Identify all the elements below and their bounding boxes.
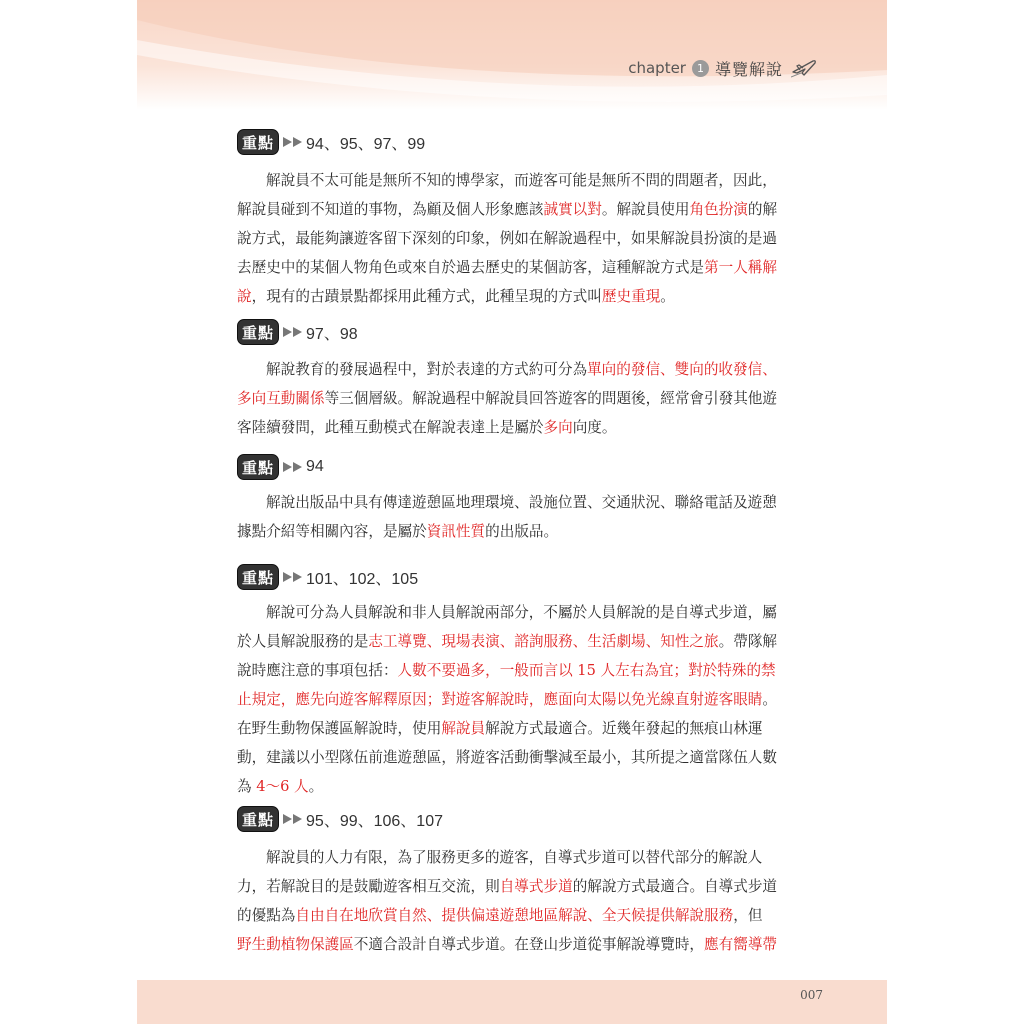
highlighted-text: 誠實以對	[543, 201, 602, 218]
key-point-badge: 重點	[237, 454, 279, 480]
paragraph-line	[237, 355, 809, 384]
highlighted-text: 止規定，應先向遊客解釋原因；對遊客解說時，應面向太陽以免光線直射遊客眼睛	[237, 691, 763, 708]
body-text: 解說教育的發展過程中，對於表達的方式約可分為	[266, 361, 588, 378]
highlighted-text: 角色扮演	[689, 201, 748, 218]
highlighted-text: 資訊性質	[426, 523, 486, 540]
body-text: 說時應注意的事項包括：	[237, 662, 398, 679]
body-text: 不適合設計自導式步道。在登山步道從事解說導覽時，	[353, 936, 705, 953]
paragraph-line	[237, 930, 809, 959]
section-heading	[237, 805, 443, 833]
paragraph-line	[237, 656, 809, 685]
key-point-badge: 重點	[237, 129, 279, 155]
body-text: 解說方式最適合。近幾年發起的無痕山林運	[485, 720, 763, 737]
paragraph-line	[237, 598, 809, 627]
body-text: 力，若解說目的是鼓勵遊客相互交流，則	[237, 878, 500, 895]
section-paragraph	[237, 843, 809, 959]
section-paragraph	[237, 355, 809, 442]
highlighted-text: 單向的發信、雙向的收發信、	[587, 361, 777, 378]
key-point-badge: 重點	[237, 806, 279, 832]
body-text: 解說員碰到不知道的事物，為顧及個人形象應該	[237, 201, 544, 218]
double-arrow-icon	[282, 135, 304, 149]
paragraph-line	[237, 901, 809, 930]
chapter-title: 導覽解說	[714, 59, 783, 79]
body-text: 。	[660, 288, 675, 305]
paragraph-line	[237, 282, 809, 311]
body-text: ，但	[733, 907, 763, 924]
page-number: 007	[800, 988, 823, 1002]
body-text: 據點介紹等相關內容，是屬於	[237, 523, 427, 540]
highlighted-text: 4～6 人	[256, 778, 309, 795]
paragraph-line	[237, 195, 809, 224]
body-text: 說方式，最能夠讓遊客留下深刻的印象，例如在解說過程中，如果解說員扮演的是過	[237, 230, 777, 247]
body-text: 解說員不太可能是無所不知的博學家，而遊客可能是無所不問的問題者，因此，	[266, 172, 777, 189]
section-paragraph	[237, 166, 809, 311]
exam-years: 94、95、97、99	[306, 135, 426, 153]
airplane-icon	[791, 57, 817, 79]
exam-years: 101、102、105	[306, 570, 419, 588]
paragraph-line	[237, 872, 809, 901]
body-text: 。帶隊解	[718, 633, 778, 650]
chapter-header	[628, 55, 817, 81]
section-paragraph	[237, 488, 809, 546]
paragraph-line	[237, 253, 809, 282]
highlighted-text: 應有嚮導帶	[704, 936, 778, 953]
body-text: 。	[762, 691, 777, 708]
highlighted-text: 野生動植物保護區	[237, 936, 354, 953]
paragraph-line	[237, 772, 809, 801]
double-arrow-icon	[282, 570, 304, 584]
body-text: 。	[308, 778, 324, 795]
highlighted-text: 第一人稱解	[704, 259, 777, 276]
left-margin	[0, 0, 137, 1024]
body-text: 解說可分為人員解說和非人員解說兩部分，不屬於人員解說的是自導式步道，屬	[266, 604, 777, 621]
chapter-label: chapter	[628, 59, 686, 77]
paragraph-line	[237, 488, 809, 517]
paragraph-line	[237, 843, 809, 872]
paragraph-line	[237, 166, 809, 195]
highlighted-text: 說	[237, 288, 252, 305]
paragraph-line	[237, 743, 809, 772]
body-text: ，現有的古蹟景點都採用此種方式，此種呈現的方式叫	[251, 288, 602, 305]
body-text: 於人員解說服務的是	[237, 633, 369, 650]
body-text: 。解說員使用	[601, 201, 690, 218]
body-text: 的解說方式最適合。自導式步道	[572, 878, 778, 895]
highlighted-text: 自由自在地欣賞自然、提供偏遠遊憩地區解說、全天候提供解說服務	[295, 907, 734, 924]
section-heading	[237, 453, 324, 481]
paragraph-line	[237, 384, 809, 413]
section-heading	[237, 318, 358, 346]
section-heading	[237, 128, 425, 156]
double-arrow-icon	[282, 460, 304, 474]
body-text: 為	[237, 778, 257, 795]
key-point-badge: 重點	[237, 564, 279, 590]
body-text: 解說出版品中具有傳達遊憩區地理環境、設施位置、交通狀況、聯絡電話及遊憩	[266, 494, 777, 511]
body-text: 的解	[747, 201, 778, 218]
chapter-number-badge: 1	[692, 60, 709, 77]
body-text: 客陸續發問，此種互動模式在解說表達上是屬於	[237, 419, 544, 436]
highlighted-text: 自導式步道	[499, 878, 573, 895]
body-text: 的優點為	[237, 907, 296, 924]
body-text: 在野生動物保護區解說時，使用	[237, 720, 442, 737]
highlighted-text: 多向	[543, 419, 573, 436]
body-text: 向度。	[572, 419, 617, 436]
paragraph-line	[237, 685, 809, 714]
exam-years: 95、99、106、107	[306, 812, 444, 830]
paragraph-line	[237, 714, 809, 743]
body-text: 等三個層級。解說過程中解說員回答遊客的問題後，經常會引發其他遊	[324, 390, 777, 407]
paragraph-line	[237, 413, 809, 442]
paragraph-line	[237, 627, 809, 656]
double-arrow-icon	[282, 325, 304, 339]
exam-years: 97、98	[306, 325, 358, 343]
book-page	[137, 0, 887, 1024]
body-text: 解說員的人力有限，為了服務更多的遊客，自導式步道可以替代部分的解說人	[266, 849, 763, 866]
body-text: 去歷史中的某個人物角色或來自於過去歷史的某個訪客，這種解說方式是	[237, 259, 705, 276]
highlighted-text: 解說員	[441, 720, 486, 737]
highlighted-text: 志工導覽、現場表演、諮詢服務、生活劇場、知性之旅	[368, 633, 719, 650]
highlighted-text: 人數不要過多，一般而言以 15 人左右為宜；對於特殊的禁	[397, 662, 776, 679]
body-text: 的出版品。	[485, 523, 559, 540]
section-heading	[237, 563, 418, 591]
section-paragraph	[237, 598, 809, 801]
double-arrow-icon	[282, 812, 304, 826]
key-point-badge: 重點	[237, 319, 279, 345]
right-margin	[887, 0, 1024, 1024]
highlighted-text: 歷史重現	[601, 288, 661, 305]
bottom-decorative-band	[137, 980, 887, 1024]
body-text: 動，建議以小型隊伍前進遊憩區，將遊客活動衝擊減至最小，其所提之適當隊伍人數	[237, 749, 777, 766]
paragraph-line	[237, 517, 809, 546]
exam-years: 94	[306, 458, 324, 475]
paragraph-line	[237, 224, 809, 253]
highlighted-text: 多向互動關係	[237, 390, 325, 407]
